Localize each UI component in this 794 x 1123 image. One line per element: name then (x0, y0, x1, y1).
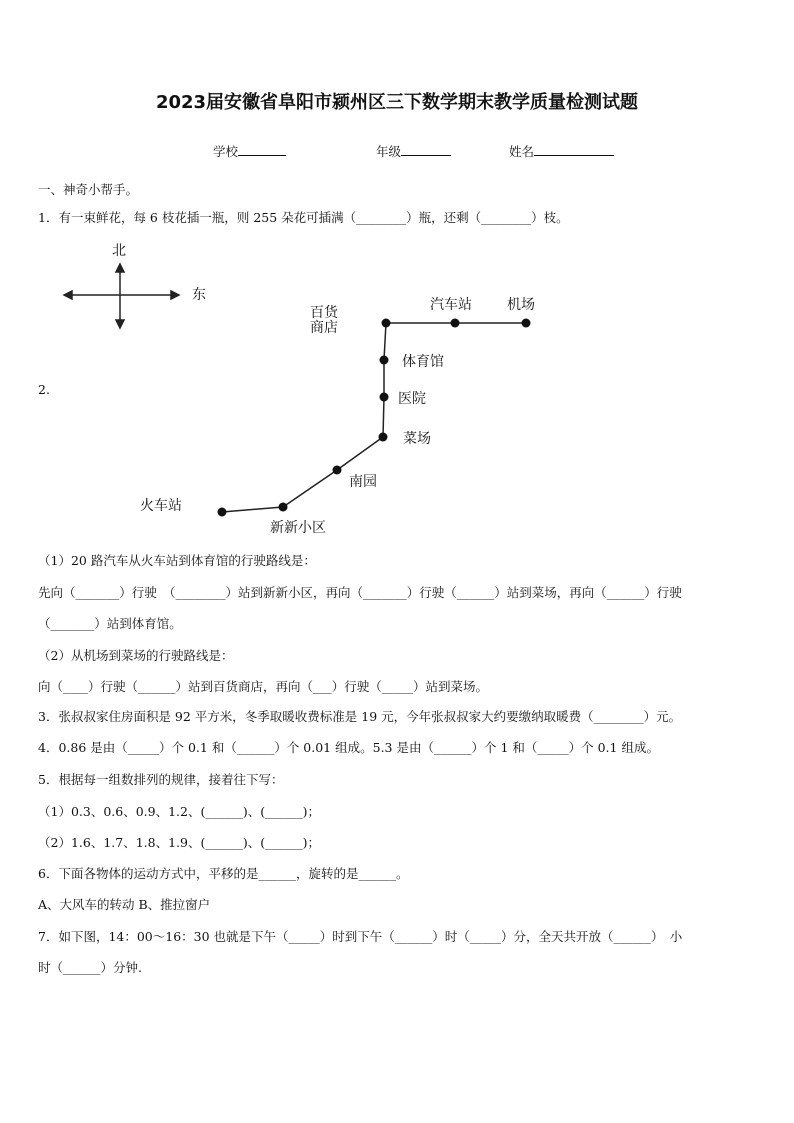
question-2-1-line1: 先向（_______）行驶 （________）站到新新小区，再向（_______）行驶（______）站到菜场，再向（______）行驶 (38, 585, 682, 600)
grade-label: 年级 (376, 144, 402, 159)
label-hospital: 医院 (398, 391, 426, 407)
question-5: 5．根据每一组数排列的规律，接着往下写： (38, 772, 284, 787)
question-7-line1: 7．如下图，14：00～16：30 也就是下午（_____）时到下午（______）时（_____）分，全天共开放（______） 小 (38, 929, 683, 944)
question-6-options: A、大风车的转动 B、推拉窗户 (38, 897, 211, 912)
label-department-store-1: 百货 (310, 305, 338, 321)
stop-stadium (380, 356, 389, 365)
label-new-community: 新新小区 (270, 520, 326, 536)
question-6: 6．下面各物体的运动方式中，平移的是______，旋转的是______。 (38, 866, 409, 881)
stop-south-garden (333, 466, 342, 475)
question-2-2-line: 向（____）行驶（______）站到百货商店，再向（___）行驶（_____）站到菜场。 (38, 679, 489, 694)
question-1: 1．有一束鲜花，每 6 枝花插一瓶，则 255 朵花可插满（________）瓶，还剩（________）枝。 (38, 210, 569, 225)
north-arrow-icon (116, 264, 124, 272)
stop-hospital (380, 393, 389, 402)
east-arrow-icon (171, 291, 179, 299)
question-5-2: （2）1.6、1.7、1.8、1.9、(______)、(______)； (38, 835, 320, 850)
stop-train-station (218, 508, 227, 517)
question-4: 4．0.86 是由（_____）个 0.1 和（______）个 0.01 组成。5.3 是由（______）个 1 和（_____）个 0.1 组成。 (38, 740, 659, 755)
south-arrow-icon (116, 320, 124, 328)
question-5-1: （1）0.3、0.6、0.9、1.2、(______)、(______)； (38, 804, 320, 819)
label-department-store-2: 商店 (310, 320, 338, 336)
compass-east-label: 东 (192, 287, 206, 303)
name-label: 姓名 (509, 144, 535, 159)
section-heading: 一、神奇小帮手。 (38, 182, 139, 197)
label-airport: 机场 (507, 297, 535, 313)
question-3: 3．张叔叔家住房面积是 92 平方米，冬季取暖收费标准是 19 元，今年张叔叔家大约要缴纳取暖费（________）元。 (38, 709, 682, 724)
question-2-number: 2. (38, 382, 50, 397)
stop-new-community (279, 503, 288, 512)
question-7-line2: 时（______）分钟. (38, 960, 142, 975)
label-bus-station: 汽车站 (430, 297, 472, 313)
question-2-1-title: （1）20 路汽车从火车站到体育馆的行驶路线是： (38, 553, 316, 568)
compass (64, 264, 179, 328)
stop-market (379, 433, 388, 442)
label-train-station: 火车站 (140, 498, 182, 514)
compass-north-label: 北 (112, 243, 126, 259)
stop-department-store (382, 319, 391, 328)
page-title: 2023届安徽省阜阳市颍州区三下数学期末教学质量检测试题 (155, 92, 639, 113)
label-south-garden: 南园 (349, 474, 377, 490)
school-label: 学校 (213, 144, 239, 159)
question-2-1-line2: （_______）站到体育馆。 (38, 616, 182, 631)
label-stadium: 体育馆 (402, 354, 444, 370)
question-2-2-title: （2）从机场到菜场的行驶路线是： (38, 648, 234, 663)
stop-bus-station (451, 319, 460, 328)
label-market: 菜场 (403, 431, 431, 447)
west-arrow-icon (64, 291, 72, 299)
stop-airport (522, 319, 531, 328)
